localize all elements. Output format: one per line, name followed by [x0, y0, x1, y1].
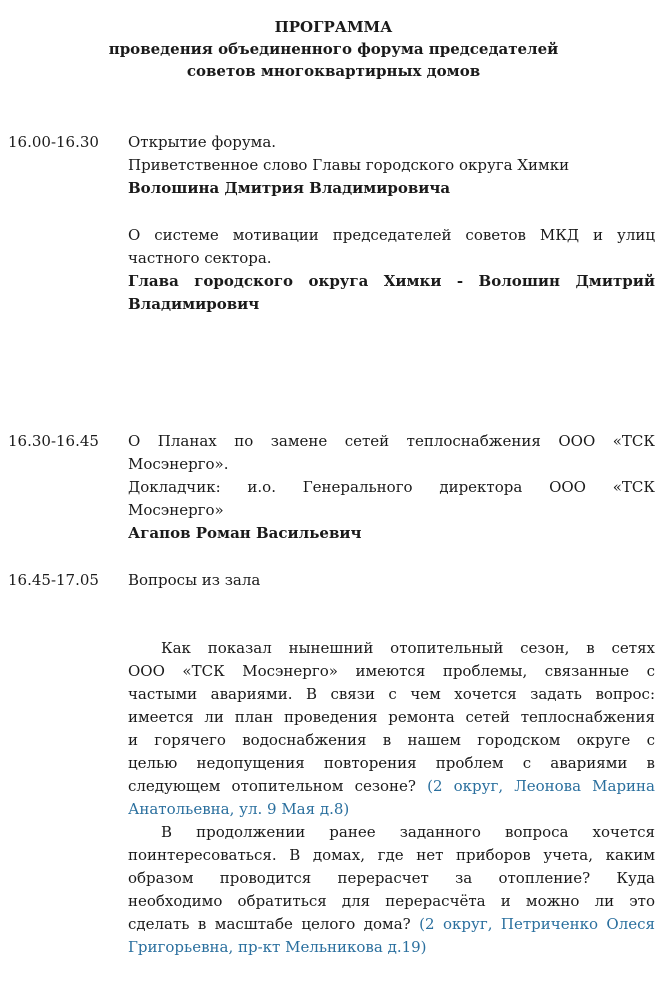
question-line: Как показал нынешний отопительный сезон, в сетях — [161, 639, 655, 657]
question-author: (2 округ, Леонова Марина — [427, 777, 655, 795]
question-line: ООО «ТСК Мосэнерго» имеются проблемы, связанные с — [128, 662, 655, 680]
time-slot-2: 16.30-16.45 — [8, 432, 99, 450]
opening-text: Открытие форума. — [128, 133, 277, 151]
question-2 — [128, 821, 655, 959]
question-line: целью недопущения повторения проблем с авариями в — [128, 754, 655, 772]
schedule-item-3 — [128, 569, 655, 592]
time-slot-3: 16.45-17.05 — [8, 571, 99, 589]
question-line: сделать в масштабе целого дома? — [128, 915, 411, 933]
speaker-line: Владимирович — [128, 295, 260, 313]
question-line: В продолжении ранее заданного вопроса хочется — [161, 823, 655, 841]
topic-line: О системе мотивации председателей советов МКД и улиц — [128, 226, 655, 244]
reporter-line: Мосэнерго» — [128, 501, 224, 519]
program-subtitle-line2: советов многоквартирных домов — [186, 62, 481, 80]
question-line-with-author — [128, 913, 655, 936]
question-author: (2 округ, Петриченко Олеся — [419, 915, 655, 933]
question-1 — [128, 637, 655, 821]
speaker-line: Глава городского округа Химки - Волошин Дмитрий — [128, 272, 655, 290]
schedule-item-2 — [128, 430, 655, 545]
topic-line: Мосэнерго». — [128, 455, 229, 473]
greeting-text: Приветственное слово Главы городского округа Химки — [128, 156, 570, 174]
question-line: образом проводится перерасчет за отопление? Куда — [128, 869, 655, 887]
question-author: Григорьевна, пр-кт Мельникова д.19) — [128, 938, 427, 956]
topic-block-1 — [128, 224, 655, 316]
greeting-speaker: Волошина Дмитрия Владимировича — [128, 179, 451, 197]
question-line-with-author — [128, 775, 655, 798]
speaker-name: Агапов Роман Васильевич — [128, 524, 362, 542]
topic-line: О Планах по замене сетей теплоснабжения ООО «ТСК — [128, 432, 655, 450]
topic-line: частного сектора. — [128, 249, 272, 267]
question-line: имеется ли план проведения ремонта сетей теплоснабжения — [128, 708, 655, 726]
question-line: и горячего водоснабжения в нашем городском округе с — [128, 731, 655, 749]
question-line: частыми авариями. В связи с чем хочется задать вопрос: — [128, 685, 655, 703]
program-subtitle-line1: проведения объединенного форума председателей — [108, 40, 559, 58]
question-line: поинтересоваться. В домах, где нет приборов учета, каким — [128, 846, 655, 864]
schedule-item-1 — [128, 131, 655, 200]
question-line: необходимо обратиться для перерасчёта и можно ли это — [128, 892, 655, 910]
question-line: следующем отопительном сезоне? — [128, 777, 416, 795]
questions-heading: Вопросы из зала — [128, 571, 261, 589]
reporter-line: Докладчик: и.о. Генерального директора ООО «ТСК — [128, 478, 655, 496]
time-slot-1: 16.00-16.30 — [8, 133, 99, 151]
program-title: ПРОГРАММА — [274, 18, 393, 36]
question-author: Анатольевна, ул. 9 Мая д.8) — [128, 800, 350, 818]
